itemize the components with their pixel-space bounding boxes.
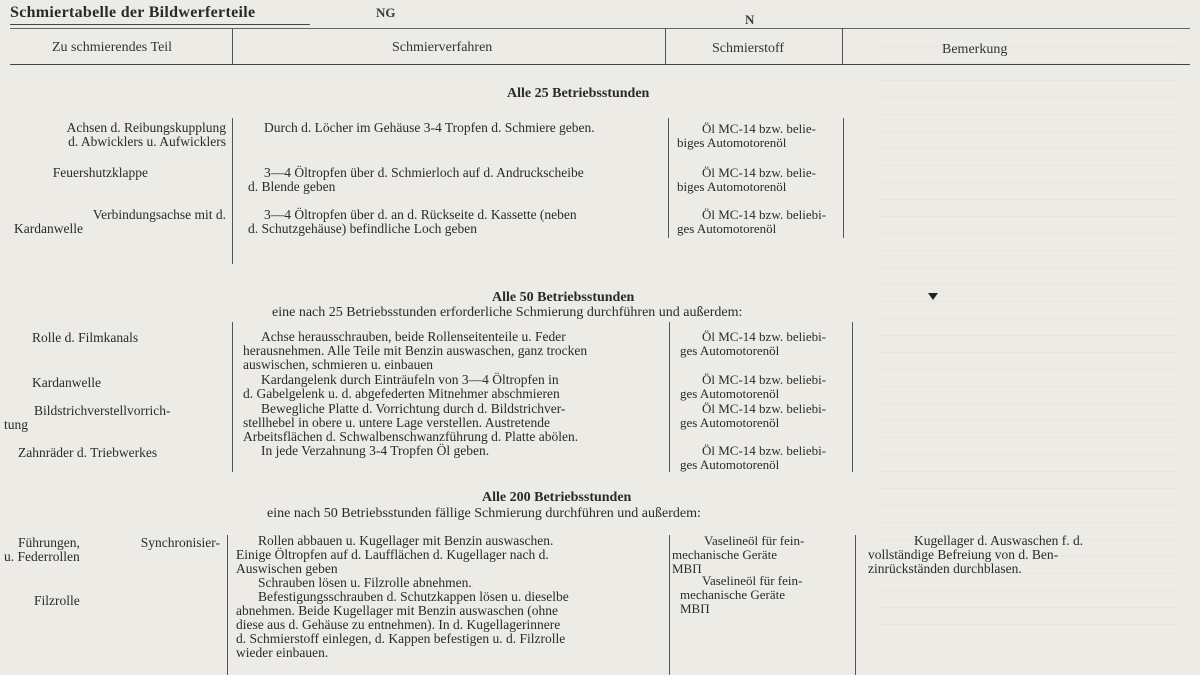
- col-divider-2-s1: [668, 118, 669, 238]
- table-row-part: Führungen, Synchronisier- u. Federrollen: [4, 535, 220, 564]
- stamp-mark-right: N: [745, 12, 755, 27]
- table-row-part: Bildstrichverstellvorrich- tung: [4, 403, 171, 432]
- header-top-rule: [10, 28, 1190, 29]
- section-heading-200h: Alle 200 Betriebsstunden: [482, 490, 632, 505]
- table-row-part: Feuershutzklappe: [52, 165, 148, 180]
- table-row-procedure: Durch d. Löcher im Gehäuse 3-4 Tropfen d. Schmiere geben.: [264, 120, 595, 135]
- table-row-part: Kardanwelle: [32, 375, 101, 390]
- col-divider-2-header: [665, 28, 666, 64]
- section-heading-50h: Alle 50 Betriebsstunden: [492, 290, 635, 305]
- table-row-part: Filzrolle: [34, 593, 80, 608]
- column-header-lubricant: Schmierstoff: [712, 41, 785, 56]
- table-row-lubricant: Vaselineöl für fein- mechanische Geräte МВП: [672, 533, 805, 576]
- table-row-procedure: Rollen abbauen u. Kugellager mit Benzin auswaschen. Einige Öltropfen auf d. Laufflächen d. Kugellager nach d. Auswischen geben Schrauben lösen u. Filzrolle abnehmen.: [236, 533, 554, 590]
- section-subheading-50h: eine nach 25 Betriebsstunden erforderliche Schmierung durchführen und außerdem:: [272, 305, 743, 320]
- table-row-procedure: Achse herausschrauben, beide Rollenseitenteile u. Feder herausnehmen. Alle Teile mit Benzin auswaschen, ganz trocken auswischen, schmieren u. einbauen: [243, 329, 588, 372]
- col-divider-3-s1: [843, 118, 844, 238]
- header-bottom-rule: [10, 64, 1190, 65]
- table-row-procedure: Kardangelenk durch Einträufeln von 3—4 Öltropfen in d. Gabelgelenk u. d. abgefederten Mitnehmer abschmieren: [243, 372, 560, 401]
- table-row-part: Zahnräder d. Triebwerkes: [18, 445, 158, 460]
- table-row-lubricant: Öl MC-14 bzw. belie- biges Automotorenöl: [677, 165, 816, 194]
- col-divider-1-header: [232, 28, 233, 64]
- table-row-lubricant: Öl MC-14 bzw. beliebi- ges Automotorenöl: [677, 207, 827, 236]
- title-underline: [10, 24, 310, 25]
- table-row-lubricant: Öl MC-14 bzw. beliebi- ges Automotorenöl: [680, 329, 827, 358]
- col-divider-2-s2: [669, 322, 670, 472]
- table-row-lubricant: Öl MC-14 bzw. beliebi- ges Automotorenöl: [680, 443, 827, 472]
- col-divider-1-s1: [232, 118, 233, 264]
- table-row-part: Achsen d. Reibungskupplung d. Abwicklers u. Aufwicklers: [66, 120, 226, 149]
- table-row-part: Rolle d. Filmkanals: [32, 330, 139, 345]
- column-header-procedure: Schmierverfahren: [392, 40, 493, 55]
- page-title: Schmiertabelle der Bildwerferteile: [10, 4, 256, 21]
- table-row-lubricant: Öl MC-14 bzw. beliebi- ges Automotorenöl: [680, 401, 827, 430]
- table-row-part: Verbindungsachse mit d. Kardanwelle: [14, 207, 226, 236]
- table-row-lubricant: Öl MC-14 bzw. belie- biges Automotorenöl: [677, 121, 816, 150]
- col-divider-2-s3: [669, 535, 670, 675]
- col-divider-1-s2: [232, 322, 233, 472]
- table-row-remark: Kugellager d. Auswaschen f. d. vollständige Befreiung von d. Ben- zinrückständen durchblasen.: [868, 533, 1084, 576]
- stamp-mark-left: NG: [376, 5, 396, 20]
- arrow-marker-icon: [928, 293, 938, 300]
- table-row-procedure: Befestigungsschrauben d. Schutzkappen lösen u. dieselbe abnehmen. Beide Kugellager mit Benzin auswaschen (ohne diese aus d. Gehäuse zu entnehmen). In d. Kugellagerinnere d. Schmierstoff einlegen, d. Kappen befestigen u. d. Filzrolle wieder einbauen.: [236, 589, 569, 660]
- section-heading-25h: Alle 25 Betriebsstunden: [507, 86, 650, 101]
- section-subheading-200h: eine nach 50 Betriebsstunden fällige Schmierung durchführen und außerdem:: [267, 506, 701, 521]
- col-divider-1-s3: [227, 535, 228, 675]
- column-header-remark: Bemerkung: [942, 42, 1008, 57]
- table-row-procedure: 3—4 Öltropfen über d. an d. Rückseite d. Kassette (neben d. Schutzgehäuse) befindliche Loch geben: [248, 207, 577, 236]
- col-divider-3-s3: [855, 535, 856, 675]
- table-row-procedure: In jede Verzahnung 3-4 Tropfen Öl geben.: [261, 443, 490, 458]
- table-row-lubricant: Vaselineöl für fein- mechanische Geräte МВП: [680, 573, 803, 616]
- column-header-part: Zu schmierendes Teil: [52, 40, 173, 55]
- table-row-lubricant: Öl MC-14 bzw. beliebi- ges Automotorenöl: [680, 372, 827, 401]
- table-row-procedure: Bewegliche Platte d. Vorrichtung durch d. Bildstrichver- stellhebel in obere u. untere Lage verstellen. Austretende Arbeitsflächen d. Schwalbenschwanzführung d. Platte abölen.: [243, 401, 579, 444]
- table-row-procedure: 3—4 Öltropfen über d. Schmierloch auf d. Andruckscheibe d. Blende geben: [248, 165, 584, 194]
- col-divider-3-s2: [852, 322, 853, 472]
- col-divider-3-header: [842, 28, 843, 64]
